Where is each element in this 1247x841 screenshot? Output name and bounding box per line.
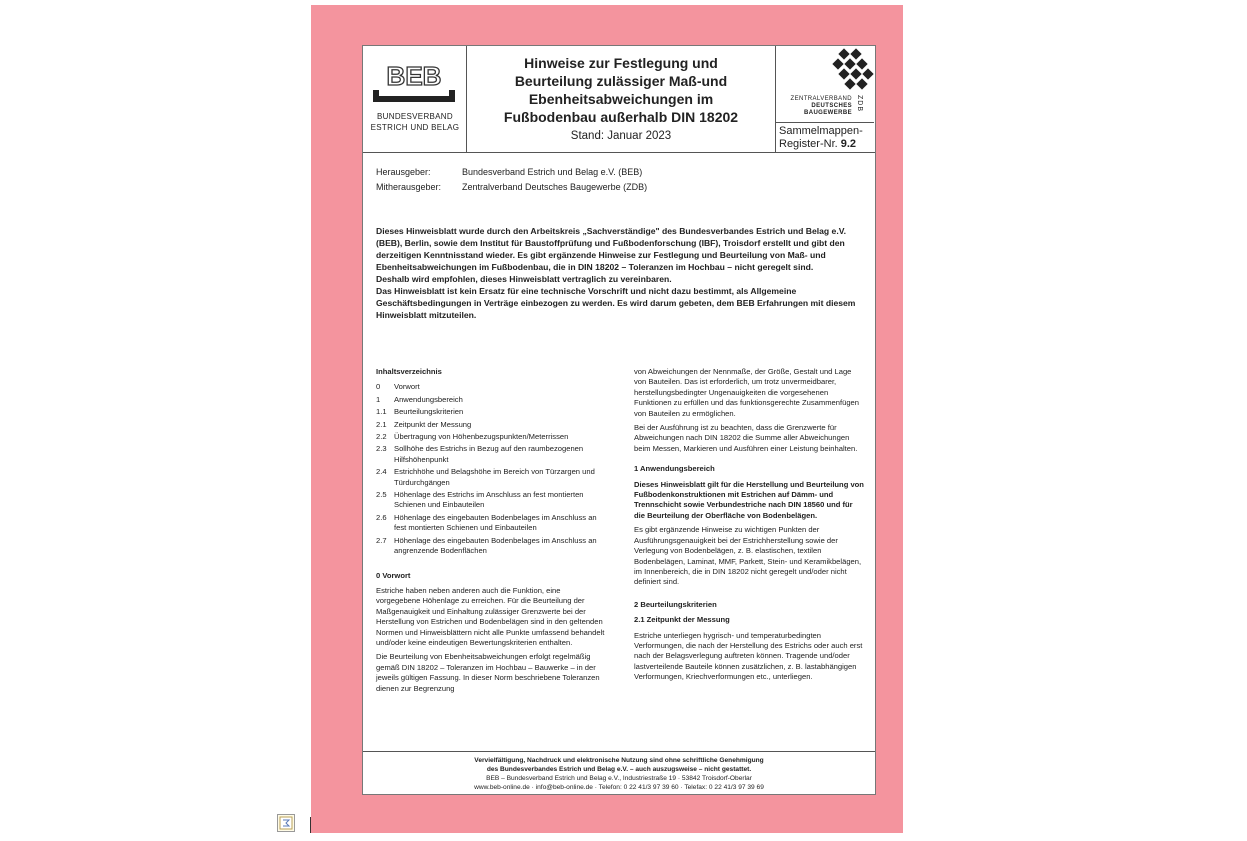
intro-text <box>376 225 864 321</box>
section-1-scope-paragraph: Dieses Hinweisblatt gilt für die Herstellung und Beurteilung von Fußbodenkonstruktionen mit Estrichen auf Dämm- und Trennschicht sowie Verbundestriche nach DIN 18560 und für die Beurteilung der Oberfläche von Bodenbelägen. <box>634 479 864 520</box>
toc-item <box>376 395 606 405</box>
register-line2: Register-Nr. <box>779 138 838 150</box>
register-line2-wrap <box>779 138 874 151</box>
right-paragraph-1: von Abweichungen der Nennmaße, der Größe, Gestalt und Lage von Bauteilen. Das ist erforderlich, um trotz unvermeidbarer, herstellungsbedingter Ungenauigkeiten die vorgesehenen Funktionen zu erfüllen und das funktionsgerechte Zusammenfügen von Bauteilen zu ermöglichen. <box>634 367 859 418</box>
toc-list <box>376 382 606 556</box>
toc-item-text: Anwendungsbereich <box>394 394 463 404</box>
zdb-cubes-logo <box>826 48 876 94</box>
vorwort-paragraph-2: Die Beurteilung von Ebenheitsabweichungen erfolgt regelmäßig gemäß DIN 18202 – Toleranzen im Hochbau – Bauwerke – in der jeweils gültigen Fassung. In dieser Norm beschriebene Toleranzen dienen zur Begrenzung <box>376 652 600 693</box>
text-cursor <box>310 817 311 833</box>
toc-item-number: 2.7 <box>376 535 387 545</box>
toc-item-text: Höhenlage des eingebauten Bodenbelages im Anschluss an angrenzende Bodenflächen <box>394 535 597 556</box>
toc-item-number: 1 <box>376 394 381 404</box>
toc-item-number: 2.2 <box>376 432 387 442</box>
vorwort-heading: 0 Vorwort <box>376 570 411 580</box>
zdb-logo-cell <box>775 46 876 152</box>
publisher-info <box>376 165 647 195</box>
beb-org-line2: ESTRICH UND BELAG <box>370 123 460 132</box>
beb-logo-cell <box>363 46 467 152</box>
toc-item-text: Zeitpunkt der Messung <box>394 419 472 429</box>
beb-logo <box>369 60 459 106</box>
toc-item <box>376 432 606 442</box>
section-1-heading: 1 Anwendungsbereich <box>634 464 715 474</box>
document-footer <box>362 751 876 795</box>
toc-heading: Inhaltsverzeichnis <box>376 367 442 376</box>
co-publisher-row <box>376 180 647 195</box>
title-line-4: Fußbodenbau außerhalb DIN 18202 <box>503 109 739 125</box>
toc-item-text: Übertragung von Höhenbezugspunkten/Meterrissen <box>394 432 569 442</box>
zdb-line2: DEUTSCHES <box>811 103 852 109</box>
document-title <box>467 54 775 126</box>
document-title-cell <box>467 46 775 152</box>
toc-item <box>376 467 606 488</box>
toc-item-text: Höhenlage des eingebauten Bodenbelages im Anschluss an fest montierten Schienen und Einbauteilen <box>394 512 597 533</box>
toc-item-text: Vorwort <box>394 382 420 392</box>
document-date: Stand: Januar 2023 <box>570 130 672 142</box>
intro-paragraph-1: Dieses Hinweisblatt wurde durch den Arbeitskreis „Sachverständige" des Bundesverbandes Estrich und Belag e.V. (BEB), Berlin, sowie dem Institut für Baustoffprüfung und Fußbodenforschung (IBF), Troisdorf erstellt und gibt den derzeitigen Kenntnisstand wieder. Es gibt ergänzende Hinweise zur Festlegung und Beurteilung von Maß- und Ebenheitsabweichungen im Fußbodenbau, die in DIN 18202 – Toleranzen im Hochbau – nicht geregelt sind. <box>376 226 847 272</box>
toc-item <box>376 444 606 465</box>
left-column <box>376 367 606 698</box>
co-publisher-label: Mitherausgeber: <box>376 182 442 192</box>
publisher-value: Bundesverband Estrich und Belag e.V. (BEB) <box>462 167 643 177</box>
intro-paragraph-2: Deshalb wird empfohlen, dieses Hinweisblatt vertraglich zu vereinbaren. <box>376 274 672 284</box>
toc-item <box>376 513 606 534</box>
toc-item-number: 2.6 <box>376 512 387 522</box>
document-header <box>362 45 876 153</box>
publisher-label: Herausgeber: <box>376 167 431 177</box>
register-number-box <box>776 122 874 152</box>
beb-org-name <box>367 111 463 133</box>
footer-copyright-line2: des Bundesverbandes Estrich und Belag e.V. – auch auszugsweise – nicht gestattet. <box>486 766 752 773</box>
toc-item-number: 0 <box>376 382 381 392</box>
toc-item-number: 2.3 <box>376 444 387 454</box>
title-line-2: Beurteilung zulässiger Maß-und <box>514 73 728 89</box>
register-line1: Sammelmappen- <box>779 125 863 137</box>
toc-item-text: Estrichhöhe und Belagshöhe im Bereich von Türzargen und Türdurchgängen <box>394 467 595 487</box>
toc-item <box>376 420 606 430</box>
toc-item-text: Höhenlage des Estrichs im Anschluss an fest montierten Schienen und Einbauteilen <box>394 490 584 510</box>
co-publisher-value: Zentralverband Deutsches Baugewerbe (ZDB) <box>462 182 648 192</box>
zdb-line1: ZENTRALVERBAND <box>790 96 852 102</box>
beb-logo-text: BEB <box>386 61 442 91</box>
zdb-line3: BAUGEWERBE <box>803 110 852 116</box>
footer-address: BEB – Bundesverband Estrich und Belag e.V., Industriestraße 19 · 53842 Troisdorf-Oberlar <box>486 775 752 782</box>
image-placeholder-icon[interactable] <box>277 814 295 832</box>
toc-item-number: 2.5 <box>376 490 387 500</box>
title-line-1: Hinweise zur Festlegung und <box>524 55 718 71</box>
section-2-1-heading: 2.1 Zeitpunkt der Messung <box>634 615 730 625</box>
register-number: 9.2 <box>840 138 857 150</box>
toc-item-number: 2.1 <box>376 419 387 429</box>
publisher-row <box>376 165 647 180</box>
toc-item <box>376 490 606 511</box>
zdb-vertical-label: ZDB <box>856 95 863 112</box>
vorwort-paragraph-1: Estriche haben neben anderen auch die Funktion, eine vorgegebene Höhenlage zu erreichen. Für die Beurteilung der Maßgenauigkeit und Einhaltung zulässiger Grenzwerte bei der Herstellung von Estrichen und Bodenbelägen sind in den geltenden Normen und Hinweisblättern nicht alle Punkte umfassend behandelt und/oder keine eindeutigen Bewertungskriterien enthalten. <box>376 585 605 647</box>
toc-item-text: Sollhöhe des Estrichs in Bezug auf den raumbezogenen Hilfshöhenpunkt <box>394 444 584 464</box>
footer-contact: www.beb-online.de · info@beb-online.de · Telefon: 0 22 41/3 97 39 60 · Telefax: 0 22 41/3 97 39 69 <box>474 784 764 791</box>
right-column <box>634 367 864 687</box>
toc-item-text: Beurteilungskriterien <box>394 407 464 417</box>
intro-paragraph-3: Das Hinweisblatt ist kein Ersatz für eine technische Vorschrift und nicht dazu bestimmt, als Allgemeine Geschäftsbedingungen in Verträge einbezogen zu werden. Es wird darum gebeten, dem BEB Erfahrungen mit diesem Hinweisblatt mitzuteilen. <box>376 286 856 320</box>
section-1-paragraph: Es gibt ergänzende Hinweise zu wichtigen Punkten der Ausführungsgenauigkeit bei der Estrichherstellung sowie der Verlegung von Bodenbelägen, z. B. elastischen, textilen Bodenbelägen, Laminat, MMF, Parkett, Stein- und Keramikbelägen, im Innenbereich, die in DIN 18202 nicht geregelt und/oder nicht definiert sind. <box>634 525 862 587</box>
section-2-heading: 2 Beurteilungskriterien <box>634 599 717 609</box>
toc-item <box>376 382 606 392</box>
section-2-1-paragraph: Estriche unterliegen hygrisch- und temperaturbedingten Verformungen, die nach der Herstellung des Estrichs oder auch erst nach der Belagsverlegung auftreten können. Tragende und/oder lastverteilende Bauteile können zusätzlichen, z. B. lastabhängigen Verformungen, Kriechverformungen etc., unterliegen. <box>634 630 863 682</box>
footer-copyright-line1: Vervielfältigung, Nachdruck und elektronische Nutzung sind ohne schriftliche Genehmigung <box>474 757 764 764</box>
toc-item <box>376 407 606 417</box>
broken-image-icon <box>278 815 294 831</box>
toc-item-number: 1.1 <box>376 407 387 417</box>
zdb-name <box>778 96 852 117</box>
beb-org-line1: BUNDESVERBAND <box>377 112 453 121</box>
toc-item <box>376 536 606 557</box>
toc-item-number: 2.4 <box>376 467 387 477</box>
right-paragraph-2: Bei der Ausführung ist zu beachten, dass die Grenzwerte für Abweichungen nach DIN 18202 die Summe aller Abweichungen beim Messen, Markieren und Ausführen einer Leistung beinhalten. <box>634 423 858 453</box>
document-page <box>362 45 876 795</box>
title-line-3: Ebenheitsabweichungen im <box>528 91 714 107</box>
